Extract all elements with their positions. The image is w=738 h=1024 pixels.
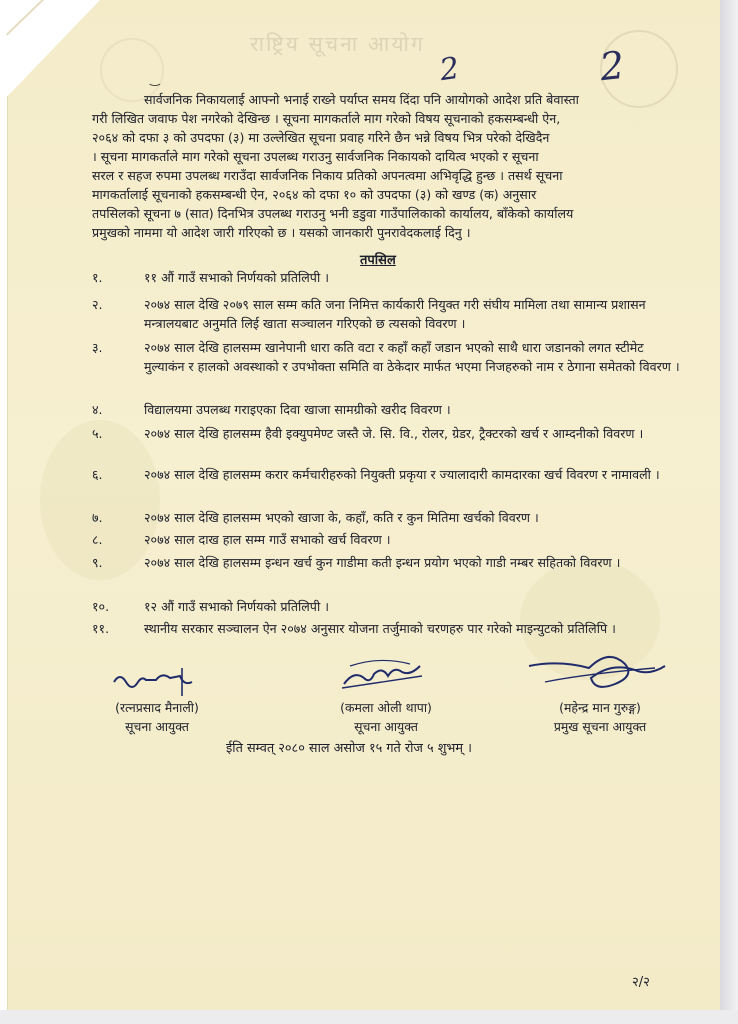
item-number: १०. bbox=[92, 599, 110, 614]
signatory-name: (रत्नप्रसाद मैनाली) bbox=[115, 700, 199, 715]
item-number: ९. bbox=[92, 555, 103, 570]
item-text: ११ औं गाउँ सभाको निर्णयको प्रतिलिपी । bbox=[144, 270, 329, 285]
paragraph-line: प्रमुखको नाममा यो आदेश जारी गरिएको छ । यसको जानकारी पुनरावेदकलाई दिनु । bbox=[92, 225, 471, 240]
signatory-block bbox=[520, 642, 680, 736]
handwritten-number-right: 2 bbox=[597, 42, 627, 90]
item-text: २०७४ साल देखि हालसम्म भएको खाजा के, कहाँ, कति र कुन मितिमा खर्चको विवरण । bbox=[144, 510, 539, 525]
signature-mark bbox=[525, 642, 675, 698]
item-number: २. bbox=[92, 297, 103, 312]
item-number: ७. bbox=[92, 510, 103, 525]
date-line: ईति सम्वत् २०८० साल असोज १५ गते रोज ५ शुभम् । bbox=[226, 741, 472, 756]
item-text: विद्यालयमा उपलब्ध गराइएका दिवा खाजा सामग्रीको खरीद विवरण । bbox=[144, 402, 451, 417]
letterhead-watermark: राष्ट्रिय सूचना आयोग bbox=[250, 32, 425, 56]
paragraph-line: सरल र सहज रुपमा उपलब्ध गराउँदा सार्वजनिक निकाय प्रतिको अपनत्वमा अभिवृद्धि हुन्छ । तसर्थ सूचना bbox=[92, 168, 563, 183]
order-paragraph bbox=[92, 90, 672, 242]
paragraph-line: मागकर्तालाई सूचनाको हकसम्बन्धी ऐन, २०६४ को दफा १० को उपदफा (३) को खण्ड (क) अनुसार bbox=[92, 187, 537, 202]
folded-corner bbox=[0, 0, 100, 104]
paragraph-line: २०६४ को दफा ३ को उपदफा (३) मा उल्लेखित सूचना प्रवाह गरिने छैन भन्ने विषय भित्र परेको देखिदैन bbox=[92, 130, 550, 145]
signatory-block bbox=[316, 654, 456, 736]
item-number: ४. bbox=[92, 402, 103, 417]
handwritten-number-left: 2 bbox=[437, 50, 462, 89]
item-number: ८. bbox=[92, 532, 103, 547]
item-number: ५. bbox=[92, 426, 103, 441]
item-number: १. bbox=[92, 270, 103, 285]
paragraph-line: तपसिलको सूचना ७ (सात) दिनभित्र उपलब्ध गराउनु भनी डडुवा गाउँपालिकाको कार्यालय, बाँकेको कार्यालय bbox=[92, 206, 574, 221]
paragraph-line: गरी लिखित जवाफ पेश नगरेको देखिन्छ । सूचना मागकर्ताले माग गरेको विषय सूचनाको हकसम्बन्धी ऐन, bbox=[92, 111, 561, 126]
item-text: २०७४ साल दाख हाल सम्म गाउँ सभाको खर्च विवरण । bbox=[144, 532, 391, 547]
item-number: ६. bbox=[92, 467, 103, 482]
item-number: ३. bbox=[92, 340, 103, 355]
scan-edge-bottom bbox=[0, 1010, 738, 1024]
page-number: २/२ bbox=[632, 975, 650, 990]
section-heading: तपसिल bbox=[360, 253, 396, 268]
paragraph-line: सार्वजनिक निकायलाई आफ्नो भनाई राख्ने पर्याप्त समय दिंदा पनि आयोगको आदेश प्रति बेवास्ता bbox=[144, 92, 579, 107]
item-text: २०७४ साल देखि हालसम्म करार कर्मचारीहरुको नियुक्ती प्रकृया र ज्यालादारी कामदारका खर्च विवरण र नामावली । bbox=[144, 467, 660, 482]
item-text: २०७४ साल देखि हालसम्म हैवी इक्युपमेण्ट जस्तै जे. सि. वि., रोलर, ग्रेडर, ट्रैक्टरको खर्च र आम्दनीको विवरण । bbox=[144, 426, 644, 441]
scan-edge bbox=[720, 0, 738, 1024]
signatory-name: (महेन्द्र मान गुरुङ्ग) bbox=[559, 700, 641, 715]
item-number: ११. bbox=[92, 621, 110, 636]
signatory-title: सूचना आयुक्त bbox=[354, 719, 418, 734]
signatory-title: सूचना आयुक्त bbox=[125, 719, 189, 734]
item-text: स्थानीय सरकार सञ्चालन ऐन २०७४ अनुसार योजना तर्जुमाको चरणहरु पार गरेको माइन्युटको प्रतिलिपि । bbox=[144, 621, 616, 636]
paragraph-line: । सूचना मागकर्ताले माग गरेको सूचना उपलब्ध गराउनु सार्वजनिक निकायको दायित्व भएको र सूचना bbox=[92, 149, 539, 164]
margin-mark: ‿ bbox=[150, 72, 160, 86]
signatory-title: प्रमुख सूचना आयुक्त bbox=[553, 719, 647, 734]
item-text: २०७४ साल देखि हालसम्म खानेपानी धारा कति वटा र कहाँ कहाँ जडान भएको साथै धारा जडानको लगत स्टीमेट मुल्याकंन र हालको अवस्थाको र उपभोक्ता समिति वा ठेकेदार मार्फत भएमा निजहरुको नाम र ठेगाना समेतको विवरण । bbox=[144, 340, 680, 374]
signature-mark bbox=[102, 662, 212, 698]
item-text: २०७४ साल देखि २०७९ साल सम्म कति जना निमित्त कार्यकारी नियुक्त गरी संघीय मामिला तथा सामान्य प्रशासन मन्त्रालयबाट अनुमति लिई खाता सञ्चालन गरिएको छ त्यसको विवरण । bbox=[144, 297, 646, 331]
signatory-name: (कमला ओली थापा) bbox=[340, 700, 432, 715]
item-text: २०७४ साल देखि हालसम्म इन्धन खर्च कुन गाडीमा कती इन्धन प्रयोग भएको गाडी नम्बर सहितको विवरण । bbox=[144, 555, 621, 570]
signatory-block bbox=[92, 662, 222, 736]
item-text: १२ औं गाउँ सभाको निर्णयको प्रतिलिपी । bbox=[144, 599, 329, 614]
signature-mark bbox=[336, 654, 436, 698]
